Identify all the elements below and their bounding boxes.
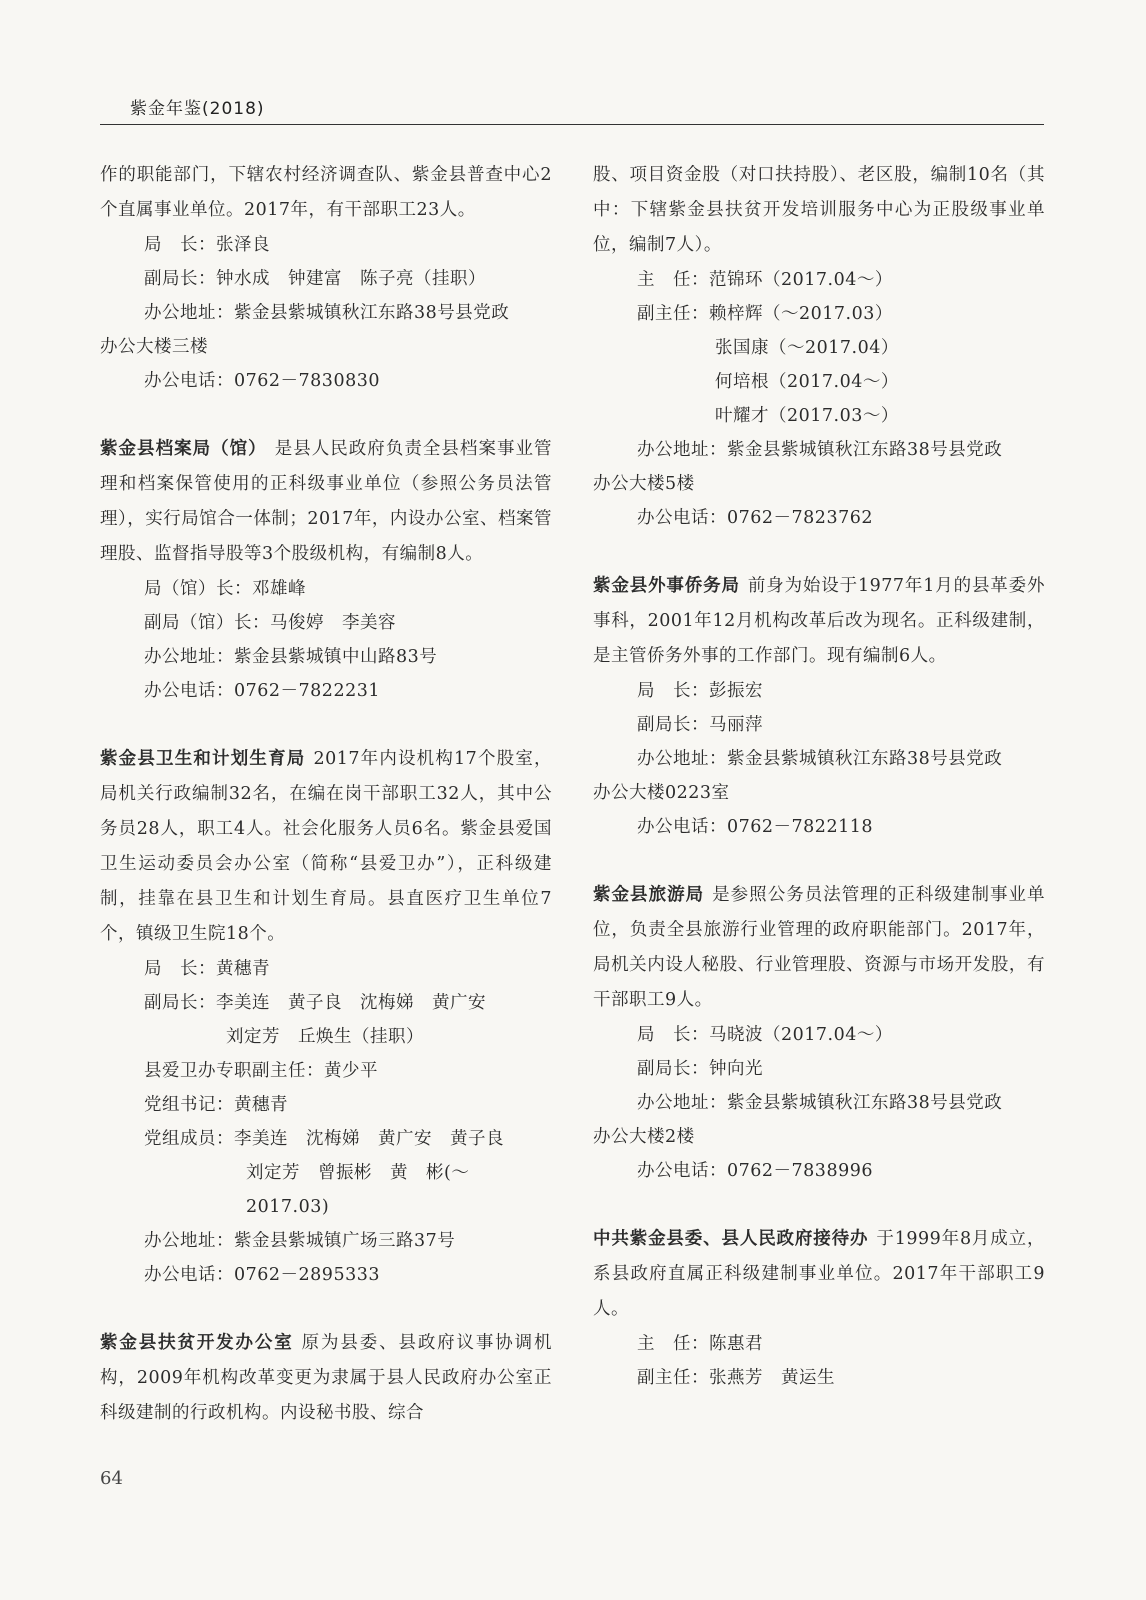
address-line: 办公地址：紫金县紫城镇秋江东路38号县党政 <box>637 749 1003 769</box>
deputy-line: 副局长：钟水成 钟建富 陈子亮（挂职） <box>144 269 486 289</box>
director-line: 主 任：陈惠君 <box>637 1334 763 1354</box>
section-text <box>593 878 1045 1018</box>
right-column <box>593 158 1045 1395</box>
address-line-cont: 办公大楼三楼 <box>100 337 208 357</box>
section-text <box>100 432 552 572</box>
section-reception <box>593 1222 1045 1395</box>
section-tourism <box>593 878 1045 1188</box>
section-heading: 紫金县档案局（馆） <box>100 439 267 459</box>
address-line-cont: 办公大楼5楼 <box>593 474 695 494</box>
section-heading: 紫金县旅游局 <box>593 885 705 905</box>
deputy-line-cont: 刘定芳 丘焕生（挂职） <box>226 1027 424 1047</box>
address-line: 办公地址：紫金县紫城镇中山路83号 <box>144 647 438 667</box>
section-heading: 紫金县卫生和计划生育局 <box>100 749 306 769</box>
section-body: 原为县委、县政府议事协调机构，2009年机构改革变更为隶属于县人民政府办公室正科级建制的行政机构。内设秘书股、综合 <box>100 1333 553 1423</box>
aiwei-line: 县爱卫办专职副主任：黄少平 <box>144 1061 378 1081</box>
section-body: 是参照公务员法管理的正科级建制事业单位，负责全县旅游行业管理的政府职能部门。2017年，局机关内设人秘股、行业管理股、资源与市场开发股，有干部职工9人。 <box>593 885 1046 1010</box>
members-line-cont: 刘定芳 曾振彬 黄 彬(～2017.03) <box>246 1163 470 1217</box>
section-poverty <box>100 1326 552 1431</box>
address-line-cont: 办公大楼0223室 <box>593 783 730 803</box>
phone-line: 办公电话：0762－2895333 <box>144 1265 380 1285</box>
phone-line: 办公电话：0762－7822118 <box>637 817 873 837</box>
deputy-line: 副主任：赖梓辉（～2017.03） <box>637 304 893 324</box>
deputy-line: 副主任：张燕芳 黄运生 <box>637 1368 835 1388</box>
section-foreign-affairs <box>593 569 1045 844</box>
director-line: 局（馆）长：邓雄峰 <box>144 579 306 599</box>
members-line: 党组成员：李美连 沈梅娣 黄广安 黄子良 <box>144 1129 504 1149</box>
section-health <box>100 742 552 1292</box>
section-text <box>100 742 552 952</box>
director-line: 局 长：彭振宏 <box>637 681 763 701</box>
deputy-line: 副局长：李美连 黄子良 沈梅娣 黄广安 <box>144 993 486 1013</box>
section-text <box>100 1326 552 1431</box>
deputy-line: 副局长：钟向光 <box>637 1059 763 1079</box>
address-line: 办公地址：紫金县紫城镇秋江东路38号县党政 <box>144 303 510 323</box>
section-body: 于1999年8月成立，系县政府直属正科级建制事业单位。2017年干部职工9人。 <box>593 1229 1046 1319</box>
address-line-cont: 办公大楼2楼 <box>593 1127 695 1147</box>
section-intro <box>100 158 552 398</box>
page-number: 64 <box>100 1468 123 1489</box>
deputy-line-cont: 何培根（2017.04～） <box>715 372 899 392</box>
director-line: 局 长：马晓波（2017.04～） <box>637 1025 893 1045</box>
deputy-line: 副局（馆）长：马俊婷 李美容 <box>144 613 396 633</box>
section-text <box>593 1222 1045 1327</box>
deputy-line-cont: 张国康（～2017.04） <box>715 338 899 358</box>
section-text: 股、项目资金股（对口扶持股）、老区股，编制10名（其中：下辖紫金县扶贫开发培训服务中心为正股级事业单位，编制7人）。 <box>593 165 1045 255</box>
director-line: 局 长：张泽良 <box>144 235 270 255</box>
section-poverty-cont <box>593 158 1045 535</box>
phone-line: 办公电话：0762－7830830 <box>144 371 380 391</box>
section-heading: 中共紫金县委、县人民政府接待办 <box>593 1229 869 1249</box>
address-line: 办公地址：紫金县紫城镇秋江东路38号县党政 <box>637 440 1003 460</box>
director-line: 局 长：黄穗青 <box>144 959 270 979</box>
phone-line: 办公电话：0762－7823762 <box>637 508 873 528</box>
running-title: 紫金年鉴(2018) <box>130 99 265 119</box>
section-body: 是县人民政府负责全县档案事业管理和档案保管使用的正科级事业单位（参照公务员法管理），实行局馆合一体制；2017年，内设办公室、档案管理股、监督指导股等3个股级机构，有编制8人。 <box>100 439 553 564</box>
section-body: 2017年内设机构17个股室，局机关行政编制32名，在编在岗干部职工32人，其中公务员28人，职工4人。社会化服务人员6名。紫金县爱国卫生运动委员会办公室（简称“县爱卫办”），正科级建制，挂靠在县卫生和计划生育局。县直医疗卫生单位7个，镇级卫生院18个。 <box>100 749 552 944</box>
section-heading: 紫金县扶贫开发办公室 <box>100 1333 294 1353</box>
section-text: 作的职能部门，下辖农村经济调查队、紫金县普查中心2个直属事业单位。2017年，有干部职工23人。 <box>100 165 552 220</box>
phone-line: 办公电话：0762－7838996 <box>637 1161 873 1181</box>
address-line: 办公地址：紫金县紫城镇秋江东路38号县党政 <box>637 1093 1003 1113</box>
section-text <box>593 569 1045 674</box>
deputy-line: 副局长：马丽萍 <box>637 715 763 735</box>
section-heading: 紫金县外事侨务局 <box>593 576 740 596</box>
section-body: 前身为始设于1977年1月的县革委外事科，2001年12月机构改革后改为现名。正科级建制，是主管侨务外事的工作部门。现有编制6人。 <box>593 576 1046 666</box>
deputy-line-cont: 叶耀才（2017.03～） <box>715 406 899 426</box>
section-archives <box>100 432 552 708</box>
phone-line: 办公电话：0762－7822231 <box>144 681 380 701</box>
left-column <box>100 158 552 1431</box>
secretary-line: 党组书记：黄穗青 <box>144 1095 288 1115</box>
page-header <box>100 92 1044 125</box>
address-line: 办公地址：紫金县紫城镇广场三路37号 <box>144 1231 456 1251</box>
director-line: 主 任：范锦环（2017.04～） <box>637 270 893 290</box>
